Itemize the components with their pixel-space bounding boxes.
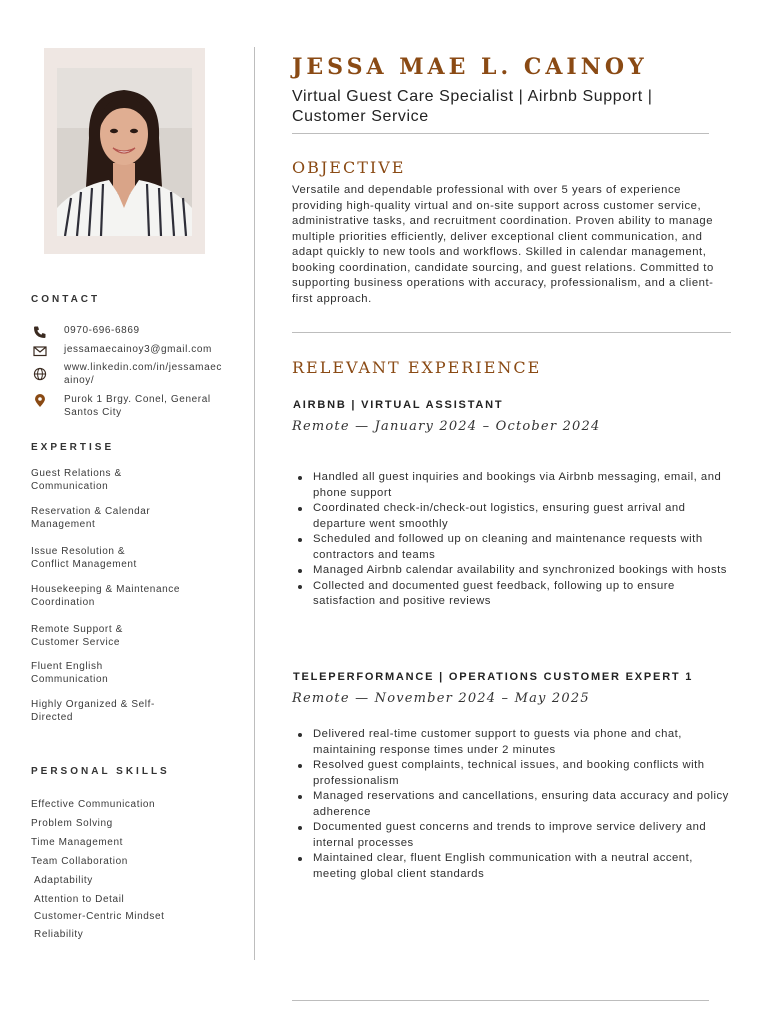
- job-bullets: [296, 470, 736, 610]
- experience-heading: RELEVANT EXPERIENCE: [292, 358, 542, 377]
- job-bullet: Scheduled and followed up on cleaning and maintenance requests with contractors and teams: [296, 532, 736, 563]
- header-divider: [292, 133, 709, 134]
- contact-heading: CONTACT: [31, 294, 101, 305]
- candidate-name: JESSA MAE L. CAINOY: [292, 54, 648, 80]
- objective-text: Versatile and dependable professional with over 5 years of experience providing high-quality virtual and on-site support across customer service, administrative tasks, and recruitment coordination. Proven ability to manage multiple priorities efficiently, deliver exceptional client communication, and adapt quickly to new tools and workflows. Skilled in calendar management, booking coordination, candidate sourcing, and guest relations. Committed to supporting business operations with accuracy, professionalism, and a client-first approach.: [292, 184, 714, 305]
- skill-item: Problem Solving: [31, 818, 113, 829]
- job-meta: Remote — January 2024 – October 2024: [292, 419, 601, 434]
- expertise-item: Issue Resolution & Conflict Management: [31, 546, 137, 570]
- expertise-item: Reservation & Calendar Management: [31, 506, 151, 530]
- email-icon: [33, 344, 49, 358]
- job-bullet: Managed reservations and cancellations, ensuring data accuracy and policy adherence: [296, 789, 736, 820]
- profile-photo: [57, 68, 192, 236]
- skill-item: Reliability: [34, 929, 84, 940]
- job-meta: Remote — November 2024 – May 2025: [292, 691, 590, 706]
- skill-item: Team Collaboration: [31, 856, 128, 867]
- sidebar-divider: [254, 47, 255, 960]
- personal-skills-heading: PERSONAL SKILLS: [31, 766, 170, 777]
- job-bullet: Coordinated check-in/check-out logistics, ensuring guest arrival and departure went smoothly: [296, 501, 736, 532]
- skill-item: Adaptability: [34, 875, 93, 886]
- expertise-item: Guest Relations & Communication: [31, 468, 122, 492]
- photo-frame: [44, 48, 205, 254]
- expertise-item: Fluent English Communication: [31, 661, 109, 685]
- job-title: AIRBNB | VIRTUAL ASSISTANT: [293, 399, 504, 411]
- skill-item: Effective Communication: [31, 799, 156, 810]
- candidate-headline: Virtual Guest Care Specialist | Airbnb Support | Customer Service: [292, 88, 653, 125]
- expertise-item: Remote Support & Customer Service: [31, 624, 123, 648]
- location-pin-icon: [33, 394, 49, 408]
- phone-icon: [33, 325, 49, 339]
- expertise-item: Highly Organized & Self-Directed: [31, 699, 155, 723]
- address: Purok 1 Brgy. Conel, General Santos City: [64, 394, 211, 418]
- objective-heading: OBJECTIVE: [292, 158, 406, 177]
- linkedin-url[interactable]: www.linkedin.com/in/jessamaecainoy/: [64, 362, 223, 386]
- job-bullet: Collected and documented guest feedback, following up to ensure satisfaction and positive reviews: [296, 579, 736, 610]
- skill-item: Attention to Detail: [34, 894, 125, 905]
- globe-icon: [33, 367, 49, 381]
- footer-divider: [292, 1000, 709, 1001]
- job-bullet: Resolved guest complaints, technical issues, and booking conflicts with professionalism: [296, 758, 736, 789]
- job-bullet: Documented guest concerns and trends to improve service delivery and internal processes: [296, 820, 736, 851]
- job-bullets: [296, 727, 736, 882]
- skill-item: Time Management: [31, 837, 123, 848]
- email-address[interactable]: jessamaecainoy3@gmail.com: [64, 344, 212, 355]
- job-title: TELEPERFORMANCE | OPERATIONS CUSTOMER EXPERT 1: [293, 671, 694, 683]
- objective-divider: [292, 332, 731, 333]
- phone-number: 0970-696-6869: [64, 325, 140, 336]
- job-bullet: Maintained clear, fluent English communication with a neutral accent, meeting global client standards: [296, 851, 736, 882]
- expertise-item: Housekeeping & Maintenance Coordination: [31, 584, 181, 608]
- expertise-heading: EXPERTISE: [31, 442, 115, 453]
- skill-item: Customer-Centric Mindset: [34, 911, 165, 922]
- job-bullet: Delivered real-time customer support to guests via phone and chat, maintaining response times under 2 minutes: [296, 727, 736, 758]
- job-bullet: Handled all guest inquiries and bookings via Airbnb messaging, email, and phone support: [296, 470, 736, 501]
- job-bullet: Managed Airbnb calendar availability and synchronized bookings with hosts: [296, 563, 736, 579]
